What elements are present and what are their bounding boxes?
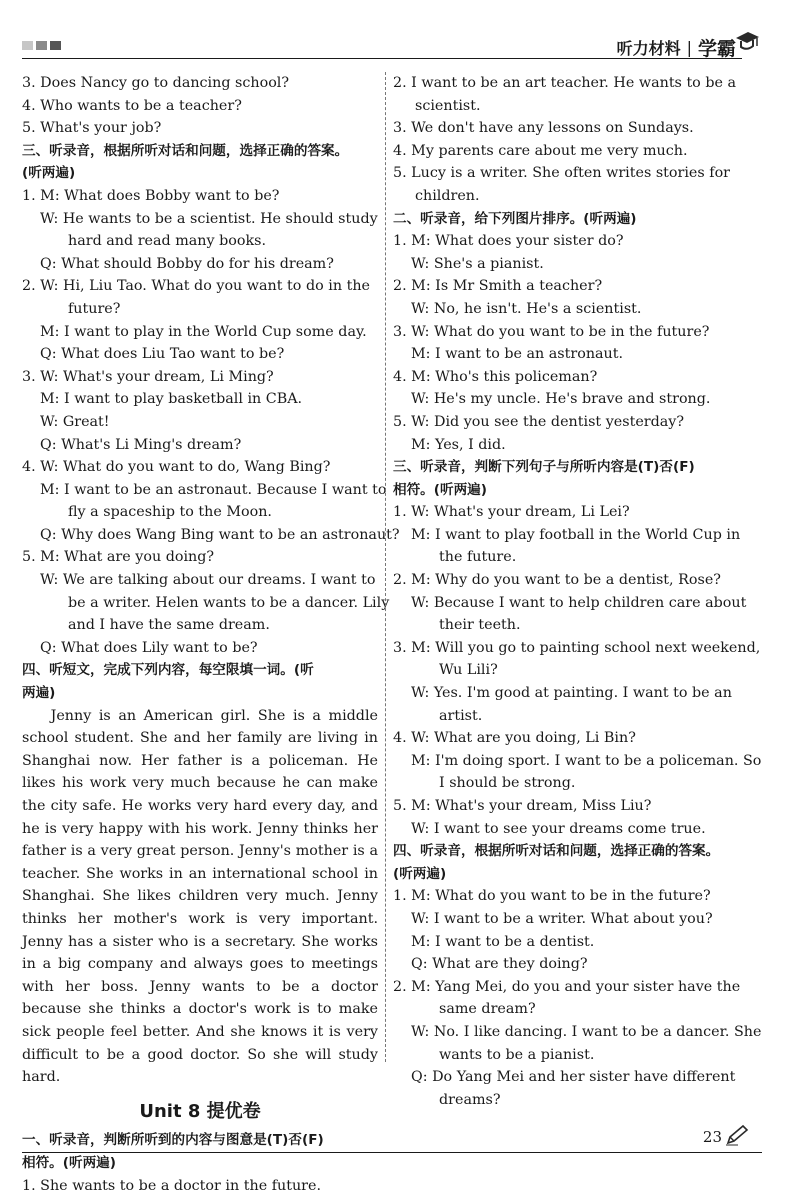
footer-rule — [22, 1152, 762, 1153]
header-section-label: 听力材料 — [617, 36, 681, 59]
text-line: hard and read many books. — [22, 230, 378, 253]
text-line: Q: What's Li Ming's dream? — [22, 434, 378, 457]
text-line: 1. M: What do you want to be in the future? — [393, 885, 749, 908]
text-line: (听两遍) — [393, 863, 749, 886]
text-line: W: Because I want to help children care about — [393, 592, 749, 615]
text-line: 5. What's your job? — [22, 117, 378, 140]
text-line: W: He's my uncle. He's brave and strong. — [393, 388, 749, 411]
text-line: Wu Lili? — [393, 659, 749, 682]
text-line: 1. M: What does Bobby want to be? — [22, 185, 378, 208]
text-line: the future. — [393, 546, 749, 569]
text-line: 四、听短文，完成下列内容，每空限填一词。(听 — [22, 659, 378, 682]
text-line: 3. Does Nancy go to dancing school? — [22, 72, 378, 95]
text-line: 5. M: What are you doing? — [22, 546, 378, 569]
left-column — [22, 72, 378, 1197]
text-line: dreams? — [393, 1089, 749, 1112]
text-line: M: I want to play basketball in CBA. — [22, 388, 378, 411]
text-line: M: I'm doing sport. I want to be a policeman. So — [393, 750, 749, 773]
text-line: their teeth. — [393, 614, 749, 637]
text-line: children. — [393, 185, 749, 208]
text-line: 2. W: Hi, Liu Tao. What do you want to do in the — [22, 275, 378, 298]
header-separator: | — [687, 38, 692, 57]
header-brand: 学霸 — [698, 34, 736, 61]
text-line: 1. M: What does your sister do? — [393, 230, 749, 253]
text-line: 四、听录音，根据所听对话和问题，选择正确的答案。 — [393, 840, 749, 863]
text-line: W: No. I like dancing. I want to be a dancer. She — [393, 1021, 749, 1044]
text-line: 2. M: Yang Mei, do you and your sister have the — [393, 976, 749, 999]
text-line: 4. Who wants to be a teacher? — [22, 95, 378, 118]
text-line: 5. W: Did you see the dentist yesterday? — [393, 411, 749, 434]
text-line: 1. W: What's your dream, Li Lei? — [393, 501, 749, 524]
text-line: W: No, he isn't. He's a scientist. — [393, 298, 749, 321]
text-line: 4. M: Who's this policeman? — [393, 366, 749, 389]
text-line: 3. We don't have any lessons on Sundays. — [393, 117, 749, 140]
text-line: (听两遍) — [22, 162, 378, 185]
text-line: 5. M: What's your dream, Miss Liu? — [393, 795, 749, 818]
mortarboard-icon — [734, 28, 760, 54]
text-line: 2. M: Why do you want to be a dentist, Rose? — [393, 569, 749, 592]
text-line: M: I want to be an astronaut. Because I want to — [22, 479, 378, 502]
text-line: M: I want to play in the World Cup some day. — [22, 321, 378, 344]
text-line: 1. She wants to be a doctor in the future. — [22, 1175, 378, 1197]
left-after-lines — [22, 1129, 378, 1197]
text-line: future? — [22, 298, 378, 321]
text-line: 两遍) — [22, 682, 378, 705]
text-line: 3. W: What do you want to be in the future? — [393, 321, 749, 344]
text-line: artist. — [393, 705, 749, 728]
page-header — [617, 34, 736, 61]
text-line: and I have the same dream. — [22, 614, 378, 637]
left-lines — [22, 72, 378, 705]
text-line: 5. Lucy is a writer. She often writes stories for — [393, 162, 749, 185]
page-number: 23 — [703, 1128, 722, 1146]
text-line: 4. My parents care about me very much. — [393, 140, 749, 163]
text-line: Q: What does Liu Tao want to be? — [22, 343, 378, 366]
text-line: 三、听录音，根据所听对话和问题，选择正确的答案。 — [22, 140, 378, 163]
text-line: 相符。(听两遍) — [22, 1152, 378, 1175]
text-line: Q: What are they doing? — [393, 953, 749, 976]
text-line: I should be strong. — [393, 772, 749, 795]
text-line: 相符。(听两遍) — [393, 479, 749, 502]
text-line: W: Great! — [22, 411, 378, 434]
text-line: be a writer. Helen wants to be a dancer. Lily — [22, 592, 378, 615]
text-line: Q: Do Yang Mei and her sister have different — [393, 1066, 749, 1089]
header-rule — [22, 58, 742, 59]
text-line: W: He wants to be a scientist. He should study — [22, 208, 378, 231]
text-line: 4. W: What do you want to do, Wang Bing? — [22, 456, 378, 479]
text-line: M: I want to be an astronaut. — [393, 343, 749, 366]
text-line: W: We are talking about our dreams. I want to — [22, 569, 378, 592]
text-line: M: Yes, I did. — [393, 434, 749, 457]
text-line: Q: Why does Wang Bing want to be an astronaut? — [22, 524, 378, 547]
text-line: W: Yes. I'm good at painting. I want to be an — [393, 682, 749, 705]
text-line: W: I want to see your dreams come true. — [393, 818, 749, 841]
text-line: Q: What should Bobby do for his dream? — [22, 253, 378, 276]
text-line: 3. M: Will you go to painting school next weekend, — [393, 637, 749, 660]
text-line: same dream? — [393, 998, 749, 1021]
text-line: 2. M: Is Mr Smith a teacher? — [393, 275, 749, 298]
text-line: fly a spaceship to the Moon. — [22, 501, 378, 524]
text-line: 3. W: What's your dream, Li Ming? — [22, 366, 378, 389]
text-line: 三、听录音，判断下列句子与所听内容是(T)否(F) — [393, 456, 749, 479]
text-line: 2. I want to be an art teacher. He wants to be a — [393, 72, 749, 95]
text-line: M: I want to play football in the World Cup in — [393, 524, 749, 547]
text-line: M: I want to be a dentist. — [393, 931, 749, 954]
passage-text: Jenny is an American girl. She is a middle school student. She and her family are living in Shanghai now. Her father is a policeman. He likes his work very much because he can make the city safe. He works very hard every day, and he is very happy with his work. Jenny thinks her father is a very great person. Jenny's mother is a teacher. She works in an international school in Shanghai. She likes children very much. Jenny thinks her mother's work is very important. Jenny has a sister who is a secretary. She works in a big company and always goes to meetings with her boss. Jenny wants to be a doctor because she thinks a doctor's work is to make sick people feel better. And she knows it is very difficult to be a good doctor. So she will study hard. — [22, 705, 378, 1089]
pencil-icon — [724, 1124, 750, 1146]
text-line: 一、听录音，判断所听到的内容与图意是(T)否(F) — [22, 1129, 378, 1152]
header-decoration — [22, 41, 61, 50]
text-line: W: I want to be a writer. What about you? — [393, 908, 749, 931]
text-line: scientist. — [393, 95, 749, 118]
column-divider — [385, 72, 386, 1062]
unit-title: Unit 8 提优卷 — [22, 1101, 378, 1124]
text-line: wants to be a pianist. — [393, 1044, 749, 1067]
text-line: Q: What does Lily want to be? — [22, 637, 378, 660]
right-column — [393, 72, 749, 1111]
text-line: W: She's a pianist. — [393, 253, 749, 276]
text-line: 4. W: What are you doing, Li Bin? — [393, 727, 749, 750]
text-line: 二、听录音，给下列图片排序。(听两遍) — [393, 208, 749, 231]
